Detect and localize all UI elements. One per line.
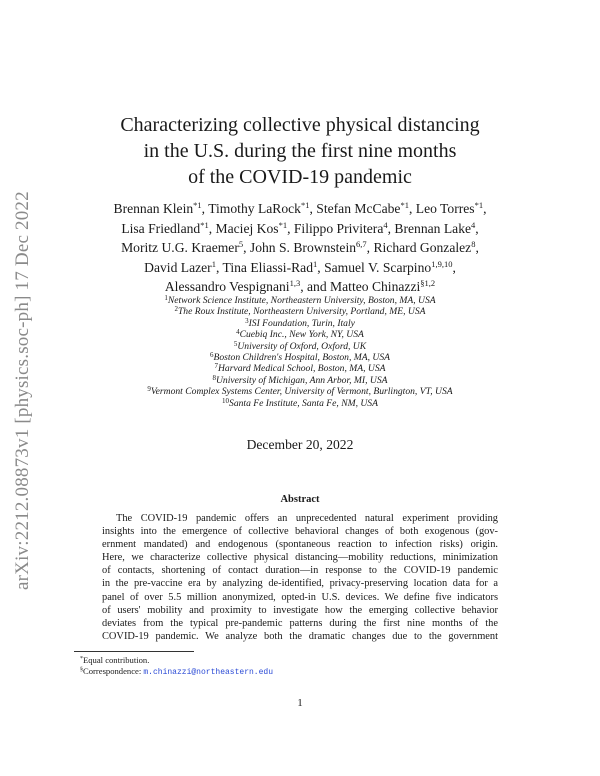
affiliation-item: [70, 341, 530, 352]
affiliation-item: [70, 329, 530, 340]
author-name: , Tina Eliassi-Rad: [215, 259, 314, 275]
publication-date: December 20, 2022: [246, 437, 354, 452]
author-affil-mark: 1: [211, 258, 216, 269]
author-name: , Filippo Privitera: [287, 220, 384, 236]
author-affil-mark: *1: [474, 200, 484, 210]
footnote-divider: [74, 651, 194, 652]
footnote-mark: *: [80, 656, 83, 662]
affiliation-text: Network Science Institute, Northeastern University, Boston, MA, USA: [167, 295, 436, 306]
author-separator: ,: [452, 259, 456, 275]
author-name: , Maciej Kos: [208, 220, 279, 236]
affiliation-item: [70, 295, 530, 306]
author-separator: ,: [483, 201, 487, 216]
author-affil-mark: 4: [471, 219, 476, 230]
author-affil-mark: §1,2: [420, 278, 436, 288]
abstract-line: Here, we characterize collective physical distancing—mobility reductions, minimization: [102, 552, 498, 564]
affiliation-number: 2: [174, 305, 178, 314]
author-affil-mark: *1: [300, 200, 310, 210]
footnote-text: Correspondence:: [83, 666, 144, 677]
affiliation-text: University of Oxford, Oxford, UK: [237, 340, 367, 352]
affiliation-number: 1: [164, 294, 168, 302]
author-name: , Stefan McCabe: [309, 201, 401, 216]
affiliation-text: Harvard Medical School, Boston, MA, USA: [217, 363, 386, 375]
affiliation-text: Vermont Complex Systems Center, University of Vermont, Burlington, VT, USA: [150, 386, 453, 398]
footnote-equal-contribution: [80, 655, 273, 666]
affiliation-text: The Roux Institute, Northeastern University, Portland, ME, USA: [177, 306, 426, 318]
author-affil-mark: 5: [238, 239, 244, 249]
correspondence-email-link[interactable]: m.chinazzi@northeastern.edu: [143, 668, 273, 678]
abstract-line: in the pre-vaccine era by analyzing de-identified, privacy-preserving location data for a: [102, 578, 498, 590]
author-affil-mark: *1: [193, 200, 202, 210]
author-separator: ,: [475, 220, 479, 236]
title-line: in the U.S. during the first nine months: [143, 140, 457, 162]
paper-title: [80, 112, 520, 190]
author-affil-mark: 8: [471, 239, 476, 249]
affiliation-text: Cuebiq Inc., New York, NY, USA: [239, 329, 364, 341]
footnote-correspondence: [80, 666, 273, 678]
author-affil-mark: 4: [383, 219, 388, 230]
author-name: Brennan Klein: [113, 201, 194, 216]
author-name: , Leo Torres: [408, 201, 475, 216]
affiliation-item: [70, 363, 530, 374]
affiliation-text: Boston Children's Hospital, Boston, MA, USA: [213, 352, 390, 364]
author-name: David Lazer: [144, 259, 212, 275]
page-number: 1: [297, 697, 303, 709]
author-line: [70, 258, 530, 278]
affiliation-text: ISI Foundation, Turin, Italy: [248, 317, 355, 329]
author-name: , Brennan Lake: [387, 220, 472, 236]
abstract-line: panel of over 5.5 million anonymized, opted-in U.S. devices. We define five indicators: [102, 591, 498, 603]
author-affil-mark: 6,7: [356, 239, 367, 249]
author-affil-mark: *1: [200, 219, 209, 230]
author-line: [70, 238, 530, 258]
affiliation-list: [70, 295, 530, 409]
abstract-line: of users' mobility and proximity to investigate how the emerging collective behavior: [102, 604, 498, 616]
author-name: Alessandro Vespignani: [164, 279, 290, 294]
author-affil-mark: 1,9,10: [431, 258, 453, 269]
abstract-heading: Abstract: [280, 494, 320, 505]
author-name: , Richard Gonzalez: [366, 240, 472, 255]
abstract-line: The COVID-19 pandemic offers an unprecedented natural experiment providing: [116, 513, 498, 524]
footnotes: [80, 655, 273, 679]
author-name: , and Matteo Chinazzi: [300, 279, 421, 294]
title-line: Characterizing collective physical distancing: [120, 114, 480, 136]
author-affil-mark: 1,3: [289, 278, 301, 288]
affiliation-number: 4: [236, 328, 240, 337]
author-line: [70, 199, 530, 219]
abstract-line: ernment mandated) and endogenous (spontaneous reaction to infection risks) origin.: [102, 539, 498, 551]
author-name: Moritz U.G. Kraemer: [121, 240, 239, 255]
author-name: , Timothy LaRock: [201, 201, 301, 216]
affiliation-item: [70, 306, 530, 317]
author-affil-mark: 1: [313, 258, 318, 269]
author-affil-mark: *1: [278, 219, 288, 230]
title-line: of the COVID-19 pandemic: [188, 166, 412, 188]
affiliation-item: [70, 318, 530, 329]
author-line: [70, 219, 530, 239]
affiliation-item: [70, 386, 530, 397]
abstract-line: COVID-19 pandemic. We analyze both the dramatic changes due to the government: [102, 630, 498, 642]
affiliation-text: Santa Fe Institute, Santa Fe, NM, USA: [229, 397, 378, 409]
abstract-line: insights into the emergence of collective behavioral changes of both exogenous (gov-: [102, 526, 498, 538]
footnote-text: Equal contribution.: [83, 655, 150, 665]
affiliation-number: 8: [212, 373, 216, 382]
affiliation-number: 5: [233, 339, 238, 348]
affiliation-item: [70, 398, 530, 409]
affiliation-text: University of Michigan, Ann Arbor, MI, USA: [215, 374, 388, 386]
affiliation-item: [70, 375, 530, 386]
abstract-line: deviates from the typical pre-pandemic patterns during the first nine months of the: [102, 617, 498, 629]
affiliation-item: [70, 352, 530, 363]
affiliation-number: 10: [222, 396, 230, 405]
author-affil-mark: *1: [400, 200, 409, 210]
arxiv-identifier-stamp: arXiv:2212.08873v1 [physics.soc-ph] 17 Dec 2022: [12, 191, 33, 590]
footnote-mark: §: [80, 667, 83, 674]
author-list: [70, 199, 530, 297]
affiliation-number: 3: [245, 316, 249, 325]
author-name: Lisa Friedland: [121, 220, 201, 236]
abstract-line: of contacts, shortening of contact duration—in response to the COVID-19 pandemic: [102, 565, 498, 577]
affiliation-number: 6: [209, 351, 214, 360]
author-line: [70, 277, 530, 297]
author-name: , Samuel V. Scarpino: [317, 259, 432, 275]
affiliation-number: 9: [147, 385, 151, 394]
author-separator: ,: [475, 240, 479, 255]
author-name: , John S. Brownstein: [243, 240, 357, 255]
abstract-body: [102, 512, 498, 643]
affiliation-number: 7: [214, 362, 218, 371]
